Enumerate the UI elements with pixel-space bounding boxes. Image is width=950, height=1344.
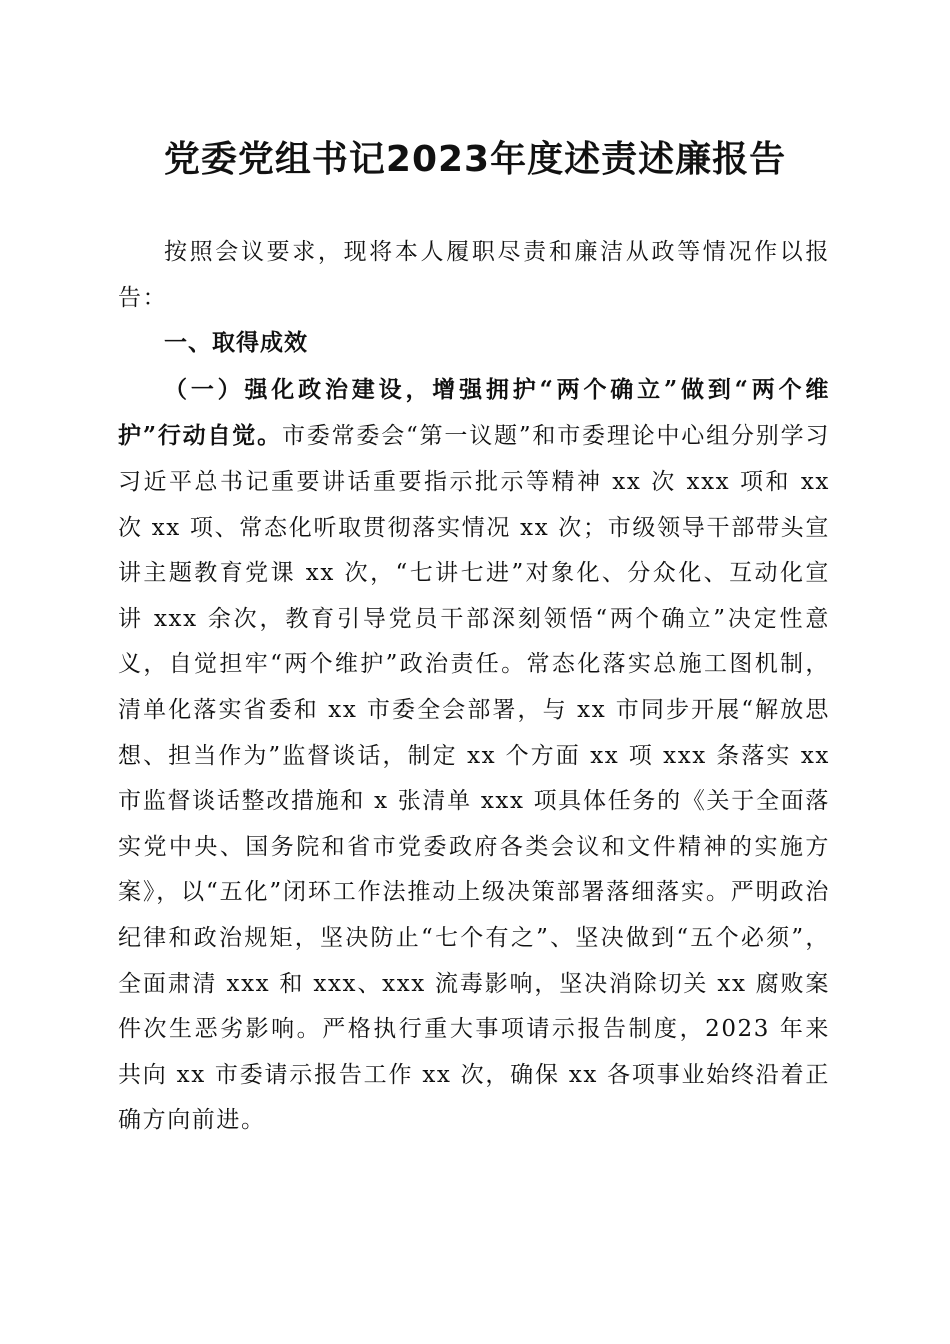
intro-paragraph: 按照会议要求，现将本人履职尽责和廉洁从政等情况作以报告： xyxy=(118,239,830,311)
document-title: 党委党组书记2023年度述责述廉报告 xyxy=(163,139,787,180)
section-paragraph xyxy=(118,367,830,1144)
document-body xyxy=(118,230,830,1144)
sub-heading: （一）强化政治建设，增强拥护“两个确立”做到“两个维护”行动自觉。 xyxy=(118,375,830,450)
paragraph-body: 市委常委会“第一议题”和市委理论中心组分别学习习近平总书记重要讲话重要指示批示等精神 xx 次 xxx 项和 xx 次 xx 项、常态化听取贯彻落实情况 xx 次；市级领导干部带头宣讲主题教育党课 xx 次，“七讲七进”对象化、分众化、互动化宣讲 xxx 余次，教育引导党员干部深刻领悟“两个确立”决定性意义，自觉担牢“两个维护”政治责任。常态化落实总施工图机制，清单化落实省委和 xx 市委全会部署，与 xx 市同步开展“解放思想、担当作为”监督谈话，制定 xx 个方面 xx 项 xxx 条落实 xx 市监督谈话整改措施和 x 张清单 xxx 项具体任务的《关于全面落实党中央、国务院和省市党委政府各类会议和文件精神的实施方案》，以“五化”闭环工作法推动上级决策部署落细落实。严明政治纪律和政治规矩，坚决防止“七个有之”、坚决做到“五个必须”，全面肃清 xxx 和 xxx、xxx 流毒影响，坚决消除切关 xx 腐败案件次生恶劣影响。严格执行重大事项请示报告制度，2023 年来共向 xx 市委请示报告工作 xx 次，确保 xx 各项事业始终沿着正确方向前进。 xyxy=(118,423,830,1134)
section-heading: 一、取得成效 xyxy=(164,330,308,357)
